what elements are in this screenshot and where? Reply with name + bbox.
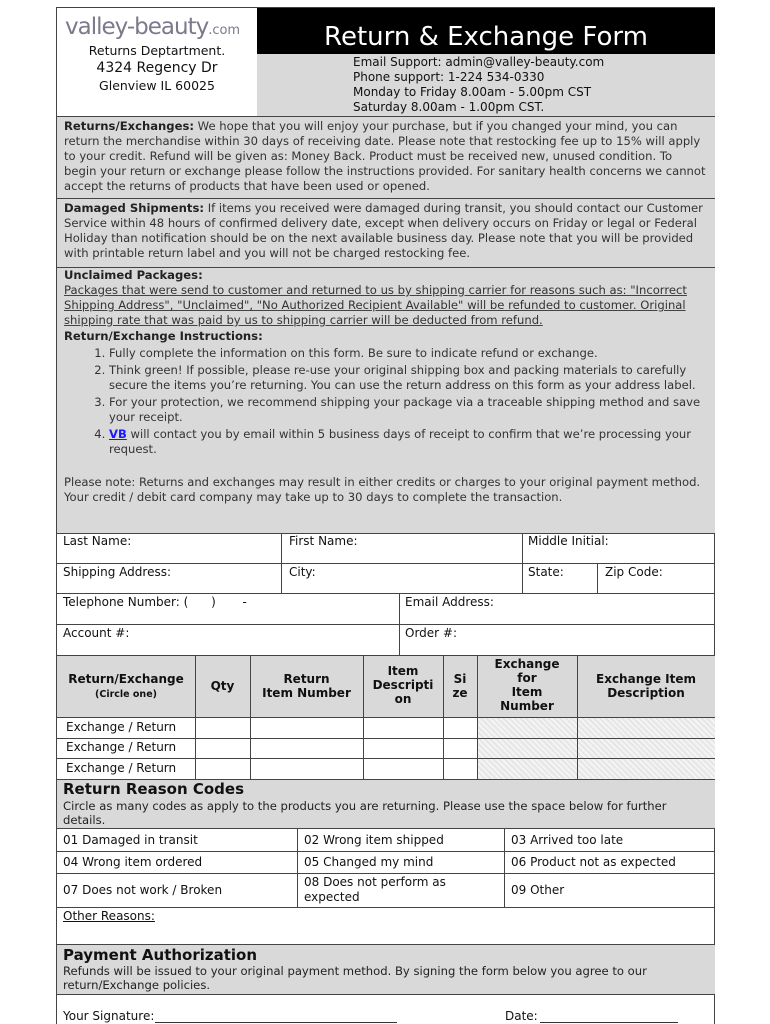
reason-codes-instructions: Circle as many codes as apply to the products you are returning. Please use the space below for further details.	[63, 799, 667, 827]
other-reasons-field[interactable]: Other Reasons:	[63, 909, 155, 923]
telephone-field[interactable]: Telephone Number: ( ) -	[63, 595, 247, 609]
col-exchange-item-number: Exchange for Item Number	[494, 657, 560, 713]
reason-code-08[interactable]: 08 Does not perform as expected	[304, 875, 446, 904]
damaged-title: Damaged Shipments:	[64, 201, 205, 215]
city-field[interactable]: City:	[289, 565, 316, 579]
unclaimed-text: Packages that were send to customer and returned to us by shipping carrier for reasons such as: "Incorrect Shipping Address", "Unclaimed", "No Authorized Recipient Available" will be refunded to customer. Original shipping rate that was paid by us to shipping carrier will be deducted from refund.	[64, 283, 687, 327]
state-field[interactable]: State:	[528, 565, 564, 579]
reason-codes-header	[57, 780, 715, 828]
payment-authorization	[57, 945, 715, 994]
first-name-field[interactable]: First Name:	[289, 534, 358, 548]
payment-title: Payment Authorization	[63, 946, 258, 964]
order-number-field[interactable]: Order #:	[405, 626, 458, 640]
street-address: 4324 Regency Dr	[96, 60, 218, 76]
signature-label: Your Signature:	[63, 1009, 155, 1023]
reason-code-02[interactable]: 02 Wrong item shipped	[304, 833, 444, 847]
instruction-step: 3. For your protection, we recommend shipping your package via a traceable shipping method and save your receipt.	[109, 395, 708, 425]
return-exchange-option[interactable]: Exchange / Return	[66, 761, 177, 775]
reason-code-04[interactable]: 04 Wrong item ordered	[63, 855, 203, 869]
col-return-item-number: Return Item Number	[262, 672, 351, 700]
damaged-policy	[57, 198, 715, 267]
email-address-field[interactable]: Email Address:	[405, 595, 494, 609]
company-block	[57, 8, 257, 116]
return-exchange-option[interactable]: Exchange / Return	[66, 720, 177, 734]
return-exchange-option[interactable]: Exchange / Return	[66, 740, 177, 754]
instructions-section	[57, 267, 715, 533]
phone-support: Phone support: 1-224 534-0330	[353, 70, 545, 84]
instruction-step: 2. Think green! If possible, please re-use your original shipping box and packing materials to carefully secure the items you’re returning. You can use the return address on this form as your address label.	[109, 363, 708, 393]
return-exchange-form	[56, 7, 715, 1024]
exchange-columns-shading	[478, 718, 715, 779]
instruction-step: 1. Fully complete the information on this form. Be sure to indicate refund or exchange.	[109, 346, 708, 361]
payment-note: Please note: Returns and exchanges may result in either credits or charges to your original payment method. Your credit / debit card company may take up to 30 days to complete the transaction.	[64, 475, 701, 504]
city-address: Glenview IL 60025	[99, 78, 215, 93]
vb-link[interactable]: VB	[109, 427, 127, 441]
returns-department: Returns Deptartment.	[88, 43, 226, 58]
contact-info	[257, 54, 715, 116]
last-name-field[interactable]: Last Name:	[63, 534, 132, 548]
account-number-field[interactable]: Account #:	[63, 626, 130, 640]
company-logo: valley-beauty.com	[65, 14, 241, 40]
col-qty: Qty	[210, 679, 235, 693]
unclaimed-title: Unclaimed Packages:	[64, 268, 203, 282]
saturday-hours: Saturday 8.00am - 1.00pm CST.	[353, 100, 545, 114]
col-exchange-item-description: Exchange Item Description	[596, 672, 696, 700]
zip-code-field[interactable]: Zip Code:	[605, 565, 663, 579]
instruction-step	[109, 427, 708, 457]
reason-code-05[interactable]: 05 Changed my mind	[304, 855, 434, 869]
shipping-address-field[interactable]: Shipping Address:	[63, 565, 171, 579]
instructions-list	[64, 346, 708, 457]
col-return-exchange: Return/Exchange (Circle one)	[68, 672, 184, 700]
payment-text: Refunds will be issued to your original payment method. By signing the form below you agree to our return/Exchange policies.	[63, 964, 647, 992]
step4-text: will contact you by email within 5 business days of receipt to confirm that we’re processing your request.	[109, 427, 692, 456]
date-line[interactable]	[540, 1022, 678, 1023]
reason-code-01[interactable]: 01 Damaged in transit	[63, 833, 198, 847]
instructions-title: Return/Exchange Instructions:	[64, 329, 263, 343]
middle-initial-field[interactable]: Middle Initial:	[528, 534, 609, 548]
col-size: Si ze	[452, 672, 468, 700]
email-support: Email Support: admin@valley-beauty.com	[353, 55, 605, 69]
reason-code-06[interactable]: 06 Product not as expected	[511, 855, 676, 869]
reason-code-03[interactable]: 03 Arrived too late	[511, 833, 624, 847]
reason-code-09[interactable]: 09 Other	[511, 883, 565, 897]
returns-policy	[57, 116, 715, 198]
form-title: Return & Exchange Form	[257, 8, 715, 54]
returns-title: Returns/Exchanges:	[64, 119, 194, 133]
col-item-description: Item Descripti on	[372, 664, 434, 706]
signature-line[interactable]	[155, 1022, 397, 1023]
reason-codes-title: Return Reason Codes	[63, 780, 245, 798]
weekday-hours: Monday to Friday 8.00am - 5.00pm CST	[353, 85, 592, 99]
date-label: Date:	[505, 1009, 538, 1023]
returns-text: We hope that you will enjoy your purchase, but if you changed your mind, you can return the merchandise within 30 days of receiving date. Please note that restocking fee up to 15% will apply to your credit. Refund will be given as: Money Back. Product must be received new, unused condition. To begin your return or exchange please follow the instructions provided. For sanitary health concerns we cannot accept the returns of products that have been used or opened.	[64, 119, 706, 193]
damaged-text: If items you received were damaged during transit, you should contact our Customer Service within 48 hours of confirmed delivery date, except when delivery occurs on Friday or legal or Federal Holiday than notification should be on the next available business day. Please note that you will be provided with printable return label and you will not be charged restocking fee.	[64, 201, 703, 260]
reason-code-07[interactable]: 07 Does not work / Broken	[63, 883, 223, 897]
